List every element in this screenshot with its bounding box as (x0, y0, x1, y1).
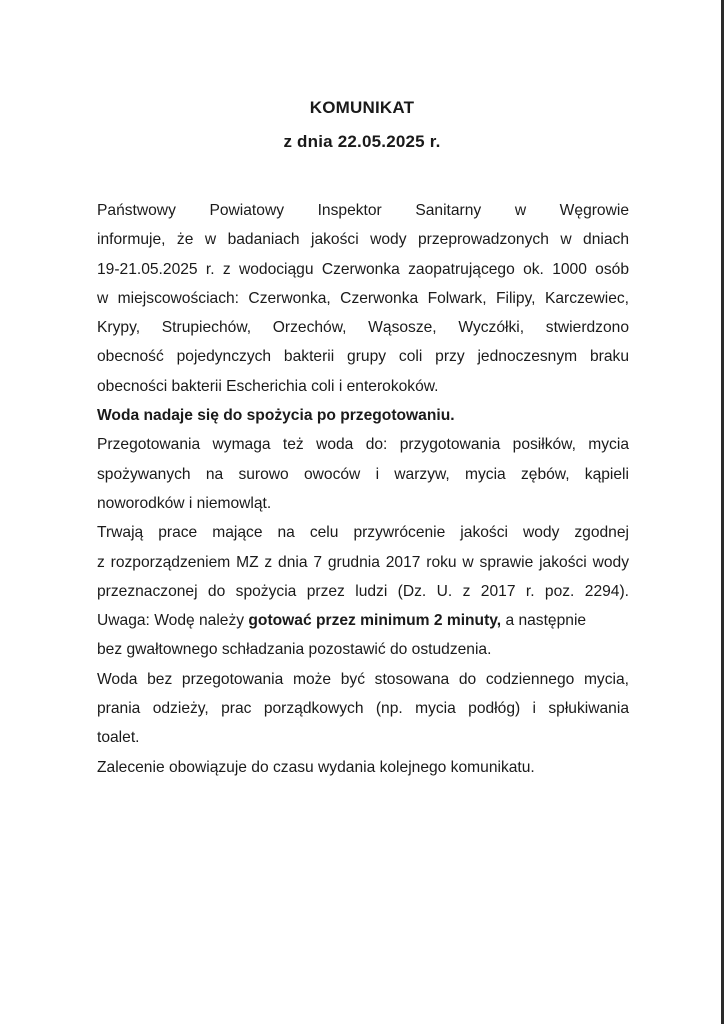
warning-line: Woda nadaje się do spożycia po przegotowaniu. (97, 407, 455, 425)
body-line: z rozporządzeniem MZ z dnia 7 grudnia 2017 roku w sprawie jakości wody (97, 553, 629, 571)
body-line: noworodków i niemowląt. (97, 494, 272, 512)
body-line: Zalecenie obowiązuje do czasu wydania kolejnego komunikatu. (97, 758, 535, 776)
attention-prefix: Uwaga: Wodę należy (97, 612, 249, 630)
body-line: obecności bakterii Escherichia coli i enterokoków. (97, 377, 439, 395)
body-line: Państwowy Powiatowy Inspektor Sanitarny w Węgrowie (97, 202, 629, 219)
body-line: przeznaczonej do spożycia przez ludzi (Dz. U. z 2017 r. poz. 2294). (97, 582, 629, 600)
body-line: Woda bez przegotowania może być stosowana do codziennego mycia, (97, 670, 629, 688)
document-date: z dnia 22.05.2025 r. (283, 132, 441, 151)
body-line: prania odzieży, prac porządkowych (np. mycia podłóg) i spłukiwania (97, 700, 629, 718)
body-line: Trwają prace mające na celu przywrócenie jakości wody zgodnej (97, 524, 629, 542)
document-title: KOMUNIKAT (309, 98, 415, 117)
body-line: informuje, że w badaniach jakości wody przeprowadzonych w dniach (97, 231, 629, 249)
body-line: spożywanych na surowo owoców i warzyw, mycia zębów, kąpieli (97, 465, 629, 483)
document-body (97, 196, 629, 782)
body-line: obecność pojedynczych bakterii grupy coli przy jednoczesnym braku (97, 348, 629, 366)
boil-instruction: gotować przez minimum 2 minuty, (248, 612, 502, 630)
body-line: Krypy, Strupiechów, Orzechów, Wąsosze, Wyczółki, stwierdzono (97, 319, 629, 337)
body-line-attention (97, 606, 629, 635)
body-line: 19-21.05.2025 r. z wodociągu Czerwonka zaopatrującego ok. 1000 osób (97, 260, 629, 278)
body-line: Przegotowania wymaga też woda do: przygotowania posiłków, mycia (97, 436, 629, 454)
body-line: bez gwałtownego schładzania pozostawić do ostudzenia. (97, 641, 492, 659)
attention-suffix: a następnie (501, 612, 587, 630)
body-line: w miejscowościach: Czerwonka, Czerwonka Folwark, Filipy, Karczewiec, (97, 289, 629, 307)
body-line: toalet. (97, 729, 140, 747)
